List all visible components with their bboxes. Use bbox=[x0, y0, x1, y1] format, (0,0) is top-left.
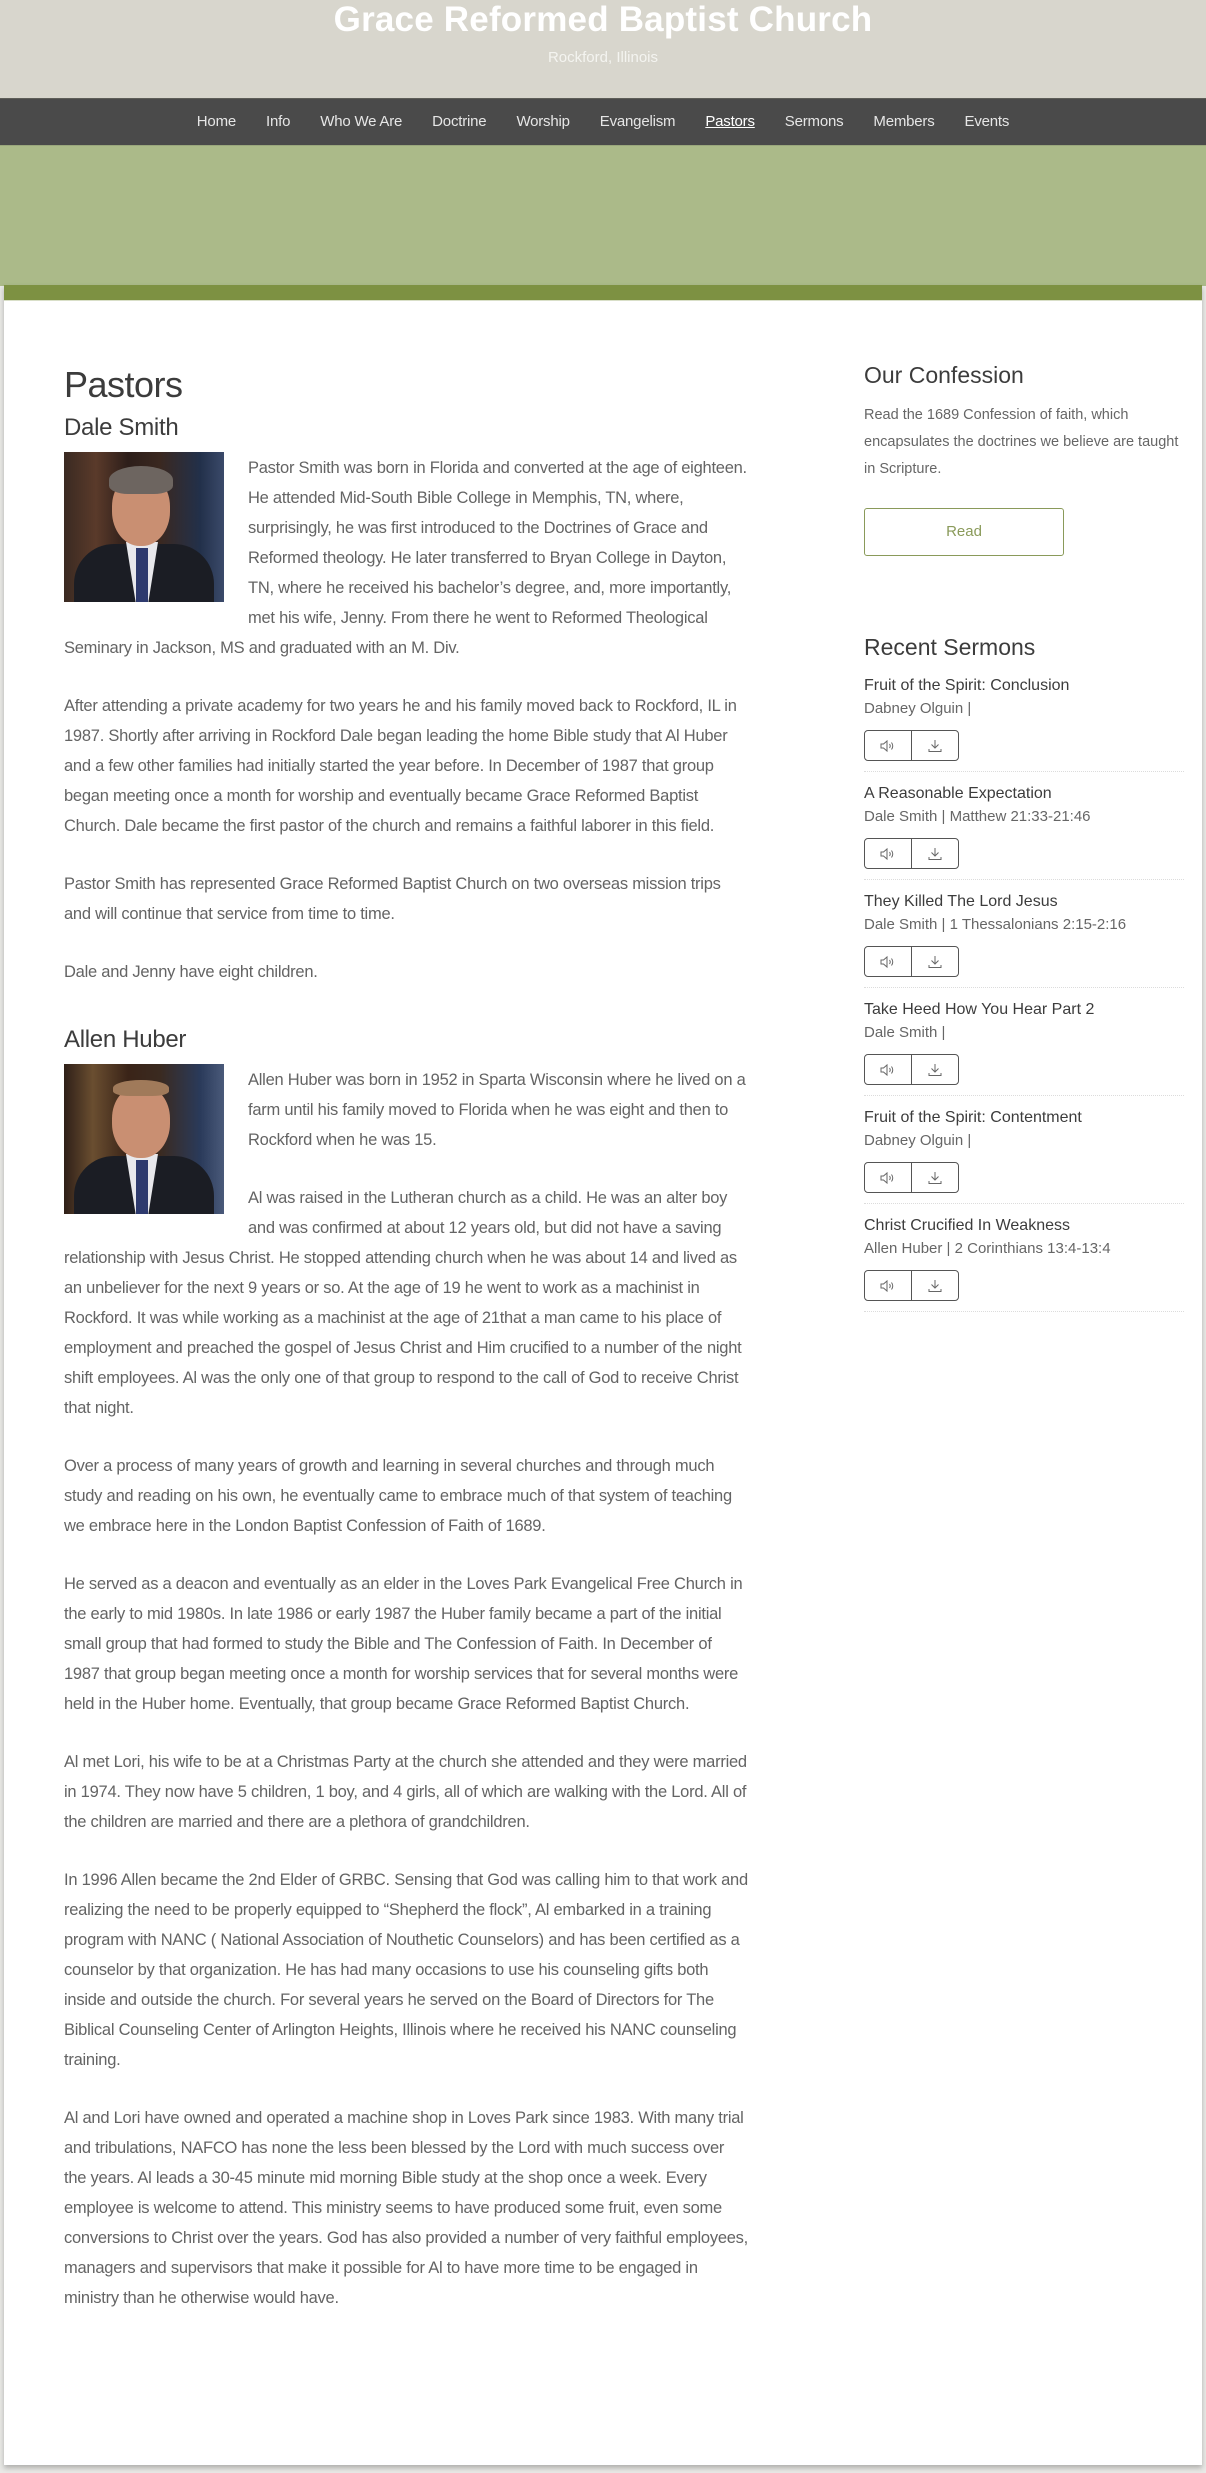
download-button[interactable] bbox=[911, 1055, 958, 1084]
confession-widget bbox=[864, 360, 1189, 556]
sermon-title[interactable]: Fruit of the Spirit: Contentment bbox=[864, 1109, 1082, 1126]
listen-button[interactable] bbox=[865, 731, 911, 760]
nav-item-pastors[interactable]: Pastors bbox=[705, 113, 755, 130]
sidebar bbox=[864, 360, 1189, 1322]
sermon-title[interactable]: Fruit of the Spirit: Conclusion bbox=[864, 677, 1070, 694]
bio-paragraph: Allen Huber was born in 1952 in Sparta Wisconsin where he lived on a farm until his family moved to Florida when he was eight and then to Rockford when he was 15. bbox=[248, 1071, 746, 1149]
confession-text: Read the 1689 Confession of faith, which encapsulates the doctrines we believe are taught in Scripture. bbox=[864, 407, 1179, 477]
accent-strip bbox=[4, 285, 1202, 301]
pastor-section-dale-smith bbox=[64, 413, 749, 1015]
recent-sermons-title: Recent Sermons bbox=[864, 634, 1036, 660]
main-content bbox=[64, 363, 749, 2351]
download-button[interactable] bbox=[911, 1271, 958, 1300]
sermon-item bbox=[864, 1214, 1184, 1312]
listen-button[interactable] bbox=[865, 947, 911, 976]
pastor-section-allen-huber bbox=[64, 1025, 749, 2341]
sermon-meta: Dale Smith | 1 Thessalonians 2:15-2:16 bbox=[864, 916, 1127, 933]
listen-button[interactable] bbox=[865, 1163, 911, 1192]
sermon-item bbox=[864, 998, 1184, 1096]
listen-button[interactable] bbox=[865, 839, 911, 868]
listen-button[interactable] bbox=[865, 1055, 911, 1084]
bio-paragraph: In 1996 Allen became the 2nd Elder of GRBC. Sensing that God was calling him to that work and realizing the need to be properly equipped to “Shepherd the flock”, Al embarked in a training program with NANC ( National Association of Nouthetic Counselors) and has been certified as a counselor by that organization. He has had many occasions to use his counseling gifts both inside and outside the church. For several years he served on the Board of Directors for The Biblical Counseling Center of Arlington Heights, Illinois where he received his NANC counseling training. bbox=[64, 1871, 748, 2069]
download-button[interactable] bbox=[911, 947, 958, 976]
sermon-title[interactable]: Take Heed How You Hear Part 2 bbox=[864, 1001, 1095, 1018]
pastor-photo bbox=[64, 1064, 224, 1214]
download-button[interactable] bbox=[911, 839, 958, 868]
bio-paragraph: Pastor Smith was born in Florida and converted at the age of eighteen. He attended Mid-South Bible College in Memphis, TN, where, surprisingly, he was first introduced to the Doctrines of Grace and Reformed theology. He later transferred to Bryan College in Dayton, TN, where he received his bachelor’s degree, and, more importantly, met his wife, Jenny. From there he went to Reformed Theological Seminary in Jackson, MS and graduated with an M. Div. bbox=[64, 459, 747, 657]
sermon-item bbox=[864, 782, 1184, 880]
sermon-meta: Dale Smith | Matthew 21:33-21:46 bbox=[864, 808, 1091, 825]
sermon-title[interactable]: A Reasonable Expectation bbox=[864, 785, 1052, 802]
download-icon bbox=[926, 846, 944, 862]
pastor-name: Dale Smith bbox=[64, 414, 179, 441]
read-confession-button[interactable]: Read bbox=[864, 508, 1064, 556]
download-icon bbox=[926, 1170, 944, 1186]
sermon-list bbox=[864, 674, 1189, 1312]
bio-paragraph: Al was raised in the Lutheran church as a child. He was an alter boy and was confirmed at about 12 years old, but did not have a saving relationship with Jesus Christ. He stopped attending church when he was about 14 and lived as an unbeliever for the next 9 years or so. At the age of 19 he went to work as a machinist in Rockford. It was while working as a machinist at the age of 21that a man came to his place of employment and preached the gospel of Jesus Christ and Him crucified to a number of the night shift employees. Al was the only one of that group to respond to the call of God to receive Christ that night. bbox=[64, 1189, 742, 1417]
nav-item-sermons[interactable]: Sermons bbox=[784, 113, 844, 130]
sermon-actions bbox=[864, 838, 959, 869]
confession-title: Our Confession bbox=[864, 362, 1024, 388]
sermon-meta: Dale Smith | bbox=[864, 1024, 946, 1041]
hero-banner bbox=[0, 145, 1206, 286]
bio-paragraph: Pastor Smith has represented Grace Reformed Baptist Church on two overseas mission trips and will continue that service from time to time. bbox=[64, 875, 721, 923]
download-button[interactable] bbox=[911, 731, 958, 760]
pastor-photo bbox=[64, 452, 224, 602]
page-title: Pastors bbox=[64, 364, 183, 405]
nav-item-doctrine[interactable]: Doctrine bbox=[432, 113, 487, 130]
sermon-meta: Dabney Olguin | bbox=[864, 700, 972, 717]
sermon-item bbox=[864, 890, 1184, 988]
main-nav bbox=[0, 98, 1206, 145]
site-subtitle: Rockford, Illinois bbox=[547, 49, 659, 66]
sermon-meta: Dabney Olguin | bbox=[864, 1132, 972, 1149]
download-icon bbox=[926, 1062, 944, 1078]
bio-paragraph: Dale and Jenny have eight children. bbox=[64, 963, 318, 981]
speaker-icon bbox=[879, 1171, 897, 1185]
bio-paragraph: Al met Lori, his wife to be at a Christmas Party at the church she attended and they were married in 1974. They now have 5 children, 1 boy, and 4 girls, all of which are walking with the Lord. All of the children are married and there are a plethora of grandchildren. bbox=[64, 1753, 747, 1831]
site-title[interactable]: Grace Reformed Baptist Church bbox=[333, 0, 873, 39]
sermon-item bbox=[864, 1106, 1184, 1204]
sermon-title[interactable]: Christ Crucified In Weakness bbox=[864, 1217, 1070, 1234]
bio-paragraph: Al and Lori have owned and operated a machine shop in Loves Park since 1983. With many trial and tribulations, NAFCO has none the less been blessed by the Lord with much success over the years. Al leads a 30-45 minute mid morning Bible study at the shop once a week. Every employee is welcome to attend. This ministry seems to have produced some fruit, even some conversions to Christ over the years. God has also provided a number of very faithful employees, managers and supervisors that make it possible for Al to have more time to be engaged in ministry than he otherwise would have. bbox=[64, 2109, 749, 2307]
nav-item-events[interactable]: Events bbox=[964, 113, 1010, 130]
pastor-name: Allen Huber bbox=[64, 1026, 187, 1053]
nav-item-info[interactable]: Info bbox=[266, 113, 291, 130]
sermon-actions bbox=[864, 730, 959, 761]
download-button[interactable] bbox=[911, 1163, 958, 1192]
listen-button[interactable] bbox=[865, 1271, 911, 1300]
nav-item-members[interactable]: Members bbox=[873, 113, 935, 130]
sermon-meta: Allen Huber | 2 Corinthians 13:4-13:4 bbox=[864, 1240, 1111, 1257]
recent-sermons-widget bbox=[864, 632, 1189, 1312]
nav-item-worship[interactable]: Worship bbox=[516, 113, 570, 130]
nav-item-home[interactable]: Home bbox=[196, 113, 237, 130]
sermon-actions bbox=[864, 1162, 959, 1193]
speaker-icon bbox=[879, 955, 897, 969]
sermon-actions bbox=[864, 1270, 959, 1301]
speaker-icon bbox=[879, 1279, 897, 1293]
speaker-icon bbox=[879, 847, 897, 861]
bio-paragraph: He served as a deacon and eventually as an elder in the Loves Park Evangelical Free Church in the early to mid 1980s. In late 1986 or early 1987 the Huber family became a part of the initial small group that had formed to study the Bible and The Confession of Faith. In December of 1987 that group began meeting once a month for worship services that for several months were held in the Huber home. Eventually, that group became Grace Reformed Baptist Church. bbox=[64, 1575, 743, 1713]
nav-item-who-we-are[interactable]: Who We Are bbox=[320, 113, 403, 130]
sermon-actions bbox=[864, 1054, 959, 1085]
download-icon bbox=[926, 954, 944, 970]
nav-item-evangelism[interactable]: Evangelism bbox=[599, 113, 676, 130]
sermon-title[interactable]: They Killed The Lord Jesus bbox=[864, 893, 1058, 910]
sermon-item bbox=[864, 674, 1184, 772]
bio-paragraph: Over a process of many years of growth and learning in several churches and through much study and reading on his own, he eventually came to embrace much of that system of teaching we embrace here in the London Baptist Confession of Faith of 1689. bbox=[64, 1457, 732, 1535]
content-container bbox=[4, 285, 1202, 2465]
download-icon bbox=[926, 738, 944, 754]
speaker-icon bbox=[879, 1063, 897, 1077]
sermon-actions bbox=[864, 946, 959, 977]
bio-paragraph: After attending a private academy for two years he and his family moved back to Rockford, IL in 1987. Shortly after arriving in Rockford Dale began leading the home Bible study that Al Huber and a few other families had initially started the year before. In December of 1987 that group began meeting once a month for worship and eventually became Grace Reformed Baptist Church. Dale became the first pastor of the church and remains a faithful laborer in this field. bbox=[64, 697, 737, 835]
site-header bbox=[0, 0, 1206, 98]
speaker-icon bbox=[879, 739, 897, 753]
download-icon bbox=[926, 1278, 944, 1294]
